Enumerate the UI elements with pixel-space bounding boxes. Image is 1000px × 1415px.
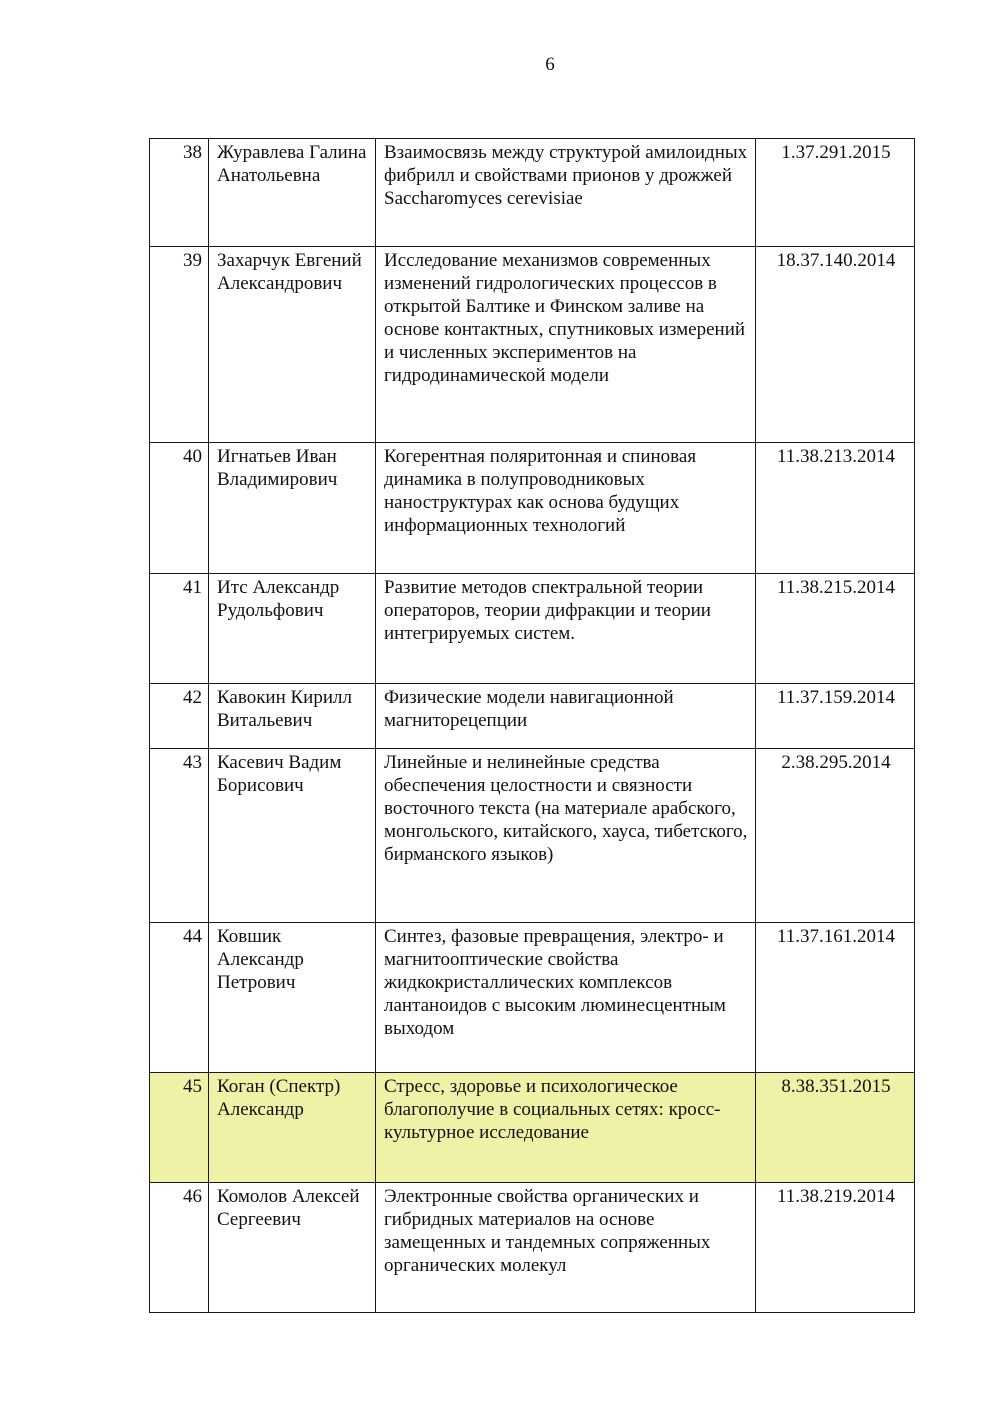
row-number: 45: [150, 1073, 209, 1183]
row-number: 42: [150, 684, 209, 749]
table-row: [150, 139, 915, 247]
project-topic: Синтез, фазовые превращения, электро- и магнитооптические свойства жидкокристаллических комплексов лантаноидов с высоким люминесцентным выходом: [376, 923, 756, 1073]
row-number: 40: [150, 443, 209, 574]
person-name: Журавлева Галина Анатольевна: [209, 139, 376, 247]
row-number: 41: [150, 574, 209, 684]
project-topic: Когерентная поляритонная и спиновая динамика в полупроводниковых наноструктурах как основа будущих информационных технологий: [376, 443, 756, 574]
table-row-highlighted: [150, 1073, 915, 1183]
project-topic: Линейные и нелинейные средства обеспечения целостности и связности восточного текста (на материале арабского, монгольского, китайского, хауса, тибетского, бирманского языков): [376, 749, 756, 923]
project-topic: Исследование механизмов современных изменений гидрологических процессов в открытой Балтике и Финском заливе на основе контактных, спутниковых измерений и численных экспериментов на гидродинамической модели: [376, 247, 756, 443]
project-code: 11.38.219.2014: [756, 1183, 915, 1313]
table-row: [150, 1183, 915, 1313]
table-row: [150, 684, 915, 749]
row-number: 43: [150, 749, 209, 923]
project-code: 1.37.291.2015: [756, 139, 915, 247]
person-name: Касевич Вадим Борисович: [209, 749, 376, 923]
row-number: 46: [150, 1183, 209, 1313]
table-row: [150, 443, 915, 574]
person-name: Игнатьев Иван Владимирович: [209, 443, 376, 574]
project-topic: Взаимосвязь между структурой амилоидных фибрилл и свойствами прионов у дрожжей Saccharomyces cerevisiae: [376, 139, 756, 247]
person-name: Коган (Спектр) Александр: [209, 1073, 376, 1183]
project-code: 2.38.295.2014: [756, 749, 915, 923]
person-name: Кавокин Кирилл Витальевич: [209, 684, 376, 749]
person-name: Итс Александр Рудольфович: [209, 574, 376, 684]
table-row: [150, 247, 915, 443]
grants-table: [149, 138, 915, 1313]
row-number: 39: [150, 247, 209, 443]
project-topic: Электронные свойства органических и гибридных материалов на основе замещенных и тандемных сопряженных органических молекул: [376, 1183, 756, 1313]
project-code: 11.37.159.2014: [756, 684, 915, 749]
project-code: 8.38.351.2015: [756, 1073, 915, 1183]
project-code: 11.38.215.2014: [756, 574, 915, 684]
project-topic: Развитие методов спектральной теории операторов, теории дифракции и теории интегрируемых систем.: [376, 574, 756, 684]
project-code: 18.37.140.2014: [756, 247, 915, 443]
person-name: Комолов Алексей Сергеевич: [209, 1183, 376, 1313]
project-topic: Стресс, здоровье и психологическое благополучие в социальных сетях: кросс-культурное исследование: [376, 1073, 756, 1183]
table-row: [150, 574, 915, 684]
project-code: 11.38.213.2014: [756, 443, 915, 574]
row-number: 44: [150, 923, 209, 1073]
page-number: 6: [545, 54, 555, 75]
person-name: Захарчук Евгений Александрович: [209, 247, 376, 443]
person-name: Ковшик Александр Петрович: [209, 923, 376, 1073]
row-number: 38: [150, 139, 209, 247]
project-code: 11.37.161.2014: [756, 923, 915, 1073]
table-row: [150, 923, 915, 1073]
project-topic: Физические модели навигационной магниторецепции: [376, 684, 756, 749]
table-row: [150, 749, 915, 923]
